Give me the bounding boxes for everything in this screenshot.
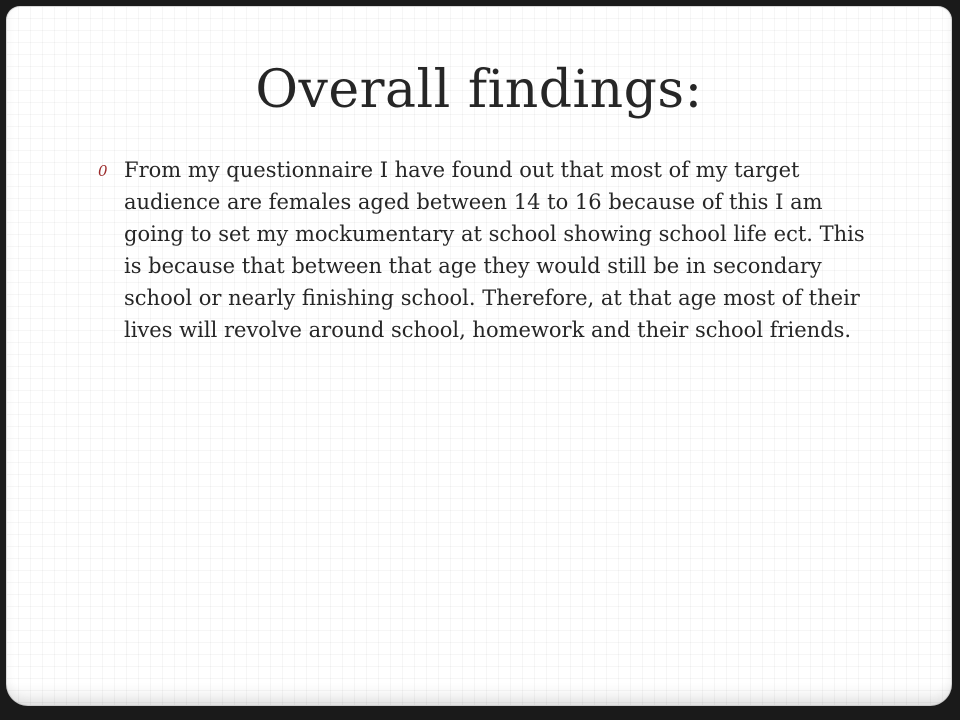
bullet-item xyxy=(96,154,876,346)
bullet-marker-icon: 0 xyxy=(98,162,108,180)
slide xyxy=(6,6,952,706)
bullet-text: From my questionnaire I have found out that most of my target audience are females aged between 14 to 16 because of this I am going to set my mockumentary at school showing school life ect. This is because that between that age they would still be in secondary school or nearly finishing school. Therefore, at that age most of their lives will revolve around school, homework and their school friends. xyxy=(124,158,865,342)
bullet-list xyxy=(96,154,876,346)
slide-title: Overall findings: xyxy=(255,60,703,120)
slide-bottom-shade xyxy=(6,682,952,706)
